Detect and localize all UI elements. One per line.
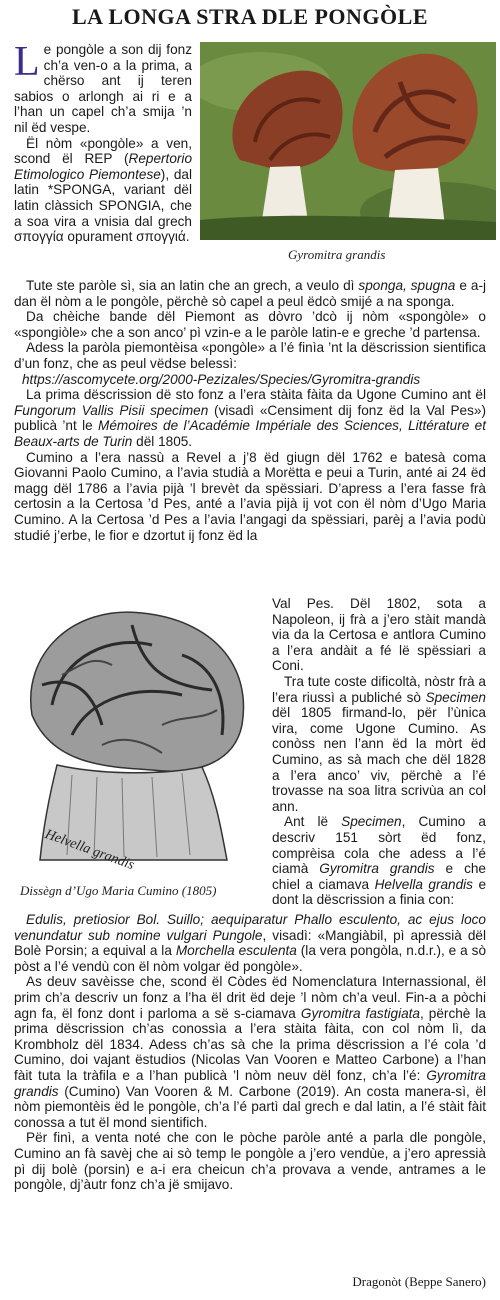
p3-text-c: e a-j dan ël nòm a le pongòle, përchè sò capel a peul ëdcò smijé a na sponga. — [14, 278, 487, 309]
intro-text-1: e pongòle a son dij fonz ch’a ven-o a la prima, a chërso ant ij teren sabios o arlongh ai ri e a l’han un capel ch’a smija ’n nil ëd vespe. — [14, 42, 192, 135]
quote-translation-d: (la vera pongòla, n.d.r.), e a sò pòst a l’é vendù con ël nòm volgar ëd pongòle». — [14, 943, 486, 974]
p3-text-a: Tute ste paròle sì, sia an latin che an grech, a veulo dì — [26, 278, 359, 293]
p10-italic-d: Gyromitra grandis — [14, 1067, 486, 1099]
paragraph-first-description — [14, 387, 486, 449]
side-column — [272, 596, 486, 908]
intro-paragraph-2 — [14, 136, 192, 245]
intro-paragraph-1 — [14, 39, 192, 136]
p10-text-a: As deuv savèisse che, scond ël Còdes ëd Nomenclatura Internassional, ël prim ch’a descriv un fonz a l’ha ël drit ëd deje ’l nòm ch’a veul. Fin-a a pòchi agn fa, ël fonz dont i parloma a së s-ciamava — [14, 974, 486, 1021]
drawing-caption: Dissègn d’Ugo Maria Cumino (1805) — [20, 883, 217, 898]
latin-quote-paragraph — [14, 912, 486, 974]
p6-text-a: La prima dëscrission dë sto fonz a l’era stàita fàita da Ugone Cumino ant ël — [26, 387, 486, 403]
p9-text-c: , Cumino a descriv 151 sòrt ëd fonz, comprèisa cola che adess a l’é ciamà — [272, 814, 486, 877]
morchella-name: Morchella esculenta — [175, 943, 297, 959]
drop-cap: L — [14, 39, 40, 85]
p9-text-a: Ant lë — [284, 814, 342, 830]
author-signature: Dragonòt (Beppe Sanero) — [352, 1274, 486, 1289]
p10-text-c: , përchè la prima dëscrission ch’as conossìa a l’era stàita fàita, con col nòm lì, da Krombholz dël 1834. Adess ch’as sà che la prima dëscrission a l’é cola ’d Cumino, doi vajant ëstudios (Nicolas Van Vooren e Matteo Carbone) a l’han fàit tuta la tràfila e a l’han publicà ’l nòm neuv dël fonz, ch’a l’é: — [14, 1005, 486, 1083]
paragraph-conclusion: Për finì, a venta noté che con le pòche paròle anté a parla dle pongòle, Cumino an fà savèj che ai sò temp le pongòle a j’ero vendùe, a j’ero apressià pì dij bolè (porsin) e a-i era cheicun ch’a provava a vende, antrames a le pongòle, dj’àutr fonz ch’a jë smijavo. — [14, 1130, 486, 1193]
p3-italic: sponga, spugna — [358, 278, 456, 293]
p8-italic: Specimen — [425, 689, 486, 705]
p6-text-c: (visadì «Censiment dij fonz ëd la Val Pes») publicà ’nt le — [14, 402, 487, 434]
intro-text-2c: ), dal latin *SPONGA, variant dël latin clàssich SPONGIA, che a soa vira a vnisia dal grech σπογγία opurament σπογγιά. — [14, 166, 192, 245]
gyromitra-photo — [200, 42, 496, 240]
reference-url[interactable]: https://ascomycete.org/2000-Pezizales/Species/Gyromitra-grandis — [22, 371, 421, 387]
drawing-label: Helvella grandis — [42, 827, 137, 874]
intro-text-2a: Ël nòm «pongòle» a ven, scond ël REP ( — [14, 135, 192, 167]
p10-text-e: (Cumino) Van Vooren & M. Carbone (2019). An costa manera-sì, ël nòm piemontèis ëd le pongòle, ch’a l’é partì dal grech e dal latin, a l’é stàit fàit conossa a tut ël mond sientifich. — [14, 1083, 486, 1130]
article-title: LA LONGA STRA DLE PONGÒLE — [71, 4, 429, 29]
bottom-column — [14, 912, 486, 1193]
paragraph-spongole: Da chèiche bande dël Piemont as dòvro ’dcò ij nòm «spongòle» o «spongiòle» che a son anco’ pì vzin-e a le paròle latin-e e greche ’d partensa. — [14, 309, 486, 340]
p8-text-a: Tra tute coste dificoltà, nòstr frà a l’era riussì a publiché sò — [272, 673, 486, 705]
p9-italic-d: Gyromitra grandis — [319, 861, 435, 877]
paragraph-specimen-publication — [272, 674, 486, 814]
latin-quote: Edulis, pretiosior Bol. Suillo; aequiparatur Phallo esculento, ac ejus loco venundatur sub nomine vulgari Pungole — [14, 912, 486, 943]
intro-column — [14, 39, 192, 245]
photo-caption: Gyromitra grandis — [288, 247, 386, 262]
p9-italic-f: Helvella grandis — [374, 876, 473, 892]
paragraph-151-species — [272, 814, 486, 908]
paragraph-definition: Adess la paròla piemontèisa «pongòle» a l’é finìa ’nt la dëscrission sientifica d’un fonz, che as peul vëdse belessì: — [14, 340, 486, 371]
cumino-drawing — [12, 595, 262, 875]
p10-italic-b: Gyromitra fastigiata — [300, 1005, 420, 1021]
quote-translation-a: , visadì: «Mangiàbil, pì apressià dël Bolè Porsin; a equival a la — [14, 927, 486, 959]
p9-text-e: e che chiel a ciamava — [272, 861, 486, 892]
p6-text-e: dël 1805. — [132, 433, 193, 449]
p8-text-c: dël 1805 firmand-lo, për l’ùnica vira, come Ugone Cumino. As conòss nen l’ann ëd la mòrt ëd Cumino, as sà mach che dël 1828 a l’era anco’ viv, përchè a l’é trovasse na soa litra scrivùa an col ann. — [272, 705, 486, 814]
paragraph-nomenclature — [14, 974, 486, 1130]
mushroom-photo-illustration — [200, 42, 496, 240]
specimen-title: Fungorum Vallis Pisii specimen — [14, 402, 209, 418]
body-column — [14, 278, 486, 543]
rep-title: Repertorio Etimologico Piemontese — [14, 151, 192, 182]
paragraph-sponga — [14, 278, 486, 309]
paragraph-cumino-bio: Cumino a l’era nassù a Revel a j’8 ëd giugn dël 1762 e batesà coma Giovanni Paolo Cumino, a l’avia studià a Morëtta e peui a Turin, anté ai 24 ëd magg dël 1786 a l’avia pijà ’l brevèt da spëssiari. D’apress a l’era fasse frà certosin a la Certosa ’d Pes, anté a l’avia pijà ij vot con ël nòm d’Ugo Maria Cumino. A la Certosa ’d Pes a l’avia l’angagi da spëssiari, parèj a l’avia podù studié j’erbe, le fior e dzortut ij fonz ëd la — [14, 449, 486, 543]
p9-italic-b: Specimen — [341, 814, 402, 830]
memoires-title: Mémoires de l’Académie Impériale des Sciences, Littérature et Beaux-arts de Turin — [14, 418, 486, 449]
paragraph-napoleon: Val Pes. Dël 1802, sota a Napoleon, ij frà a j’ero stàit mandà via da la Certosa e antlora Cumino a l’era andàit a fé lë spëssiari a Coni. — [272, 596, 486, 674]
p9-text-g: e dont la dëscrission a finia con: — [272, 876, 487, 908]
